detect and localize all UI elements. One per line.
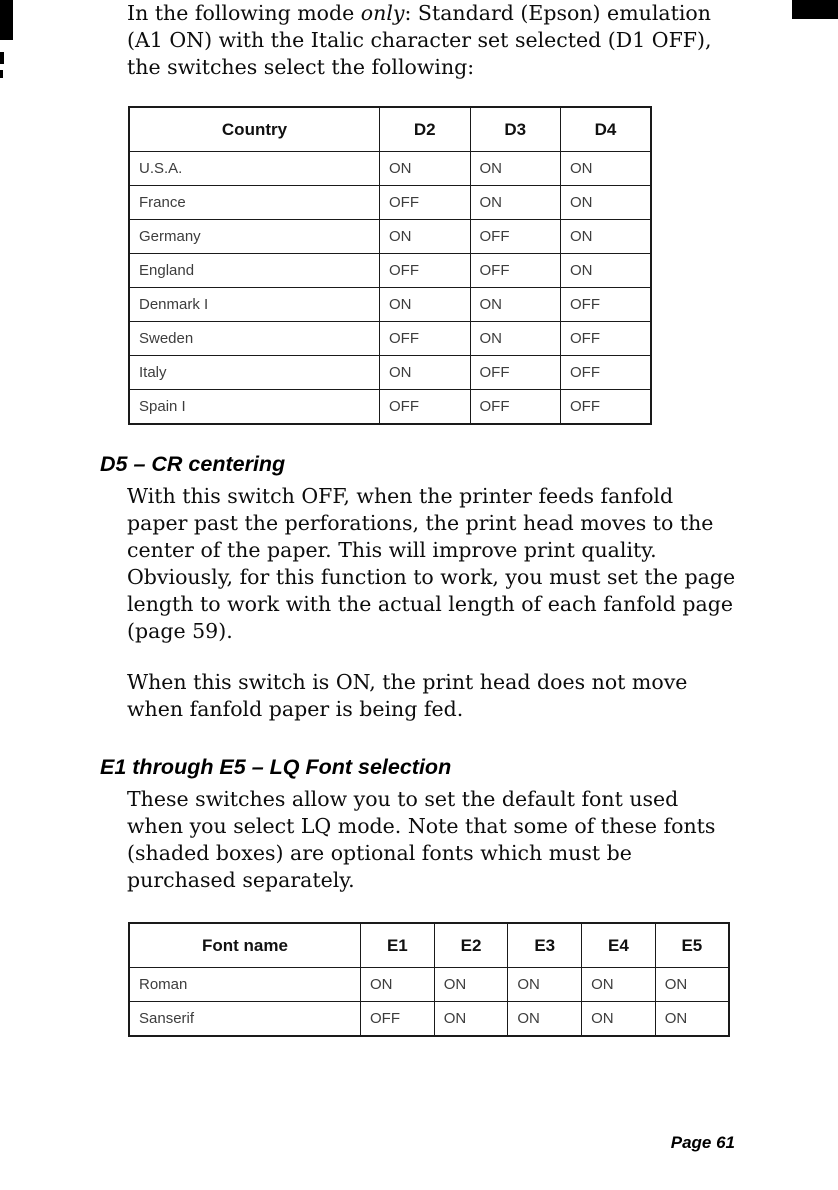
switch-value-cell: ON <box>561 152 652 186</box>
row-label-cell: U.S.A. <box>129 152 380 186</box>
table-header-row <box>129 923 729 968</box>
switch-value-cell: ON <box>508 968 582 1002</box>
switch-value-cell: ON <box>582 1002 656 1037</box>
switch-value-cell: ON <box>470 152 561 186</box>
switch-value-cell: ON <box>561 186 652 220</box>
switch-value-cell: OFF <box>470 220 561 254</box>
e-paragraph: These switches allow you to set the default font used when you select LQ mode. Note that some of these fonts (shaded boxes) are optional fonts which must be purchased separately. <box>127 787 716 892</box>
switch-value-cell: OFF <box>470 356 561 390</box>
column-header: D2 <box>380 107 471 152</box>
column-header: Font name <box>129 923 361 968</box>
switch-value-cell: ON <box>561 254 652 288</box>
scan-artifact-left-edge <box>0 70 3 78</box>
row-label-cell: France <box>129 186 380 220</box>
table-row <box>129 968 729 1002</box>
switch-value-cell: OFF <box>561 322 652 356</box>
table-row <box>129 152 651 186</box>
table-row <box>129 390 651 425</box>
intro-text-italic: only <box>360 1 405 25</box>
switch-value-cell: ON <box>508 1002 582 1037</box>
table-row <box>129 356 651 390</box>
column-header: E4 <box>582 923 656 968</box>
switch-value-cell: OFF <box>380 254 471 288</box>
switch-value-cell: OFF <box>380 390 471 425</box>
switch-value-cell: ON <box>655 1002 729 1037</box>
table-row <box>129 322 651 356</box>
d5-paragraph-2: When this switch is ON, the print head does not move when fanfold paper is being fed. <box>127 670 688 721</box>
row-label-cell: Germany <box>129 220 380 254</box>
switch-value-cell: ON <box>434 968 508 1002</box>
column-header: E1 <box>361 923 435 968</box>
table-row <box>129 254 651 288</box>
table-row <box>129 288 651 322</box>
font-switch-table <box>128 922 730 1037</box>
row-label-cell: Spain I <box>129 390 380 425</box>
scan-artifact-top-right <box>792 0 838 19</box>
switch-value-cell: ON <box>380 220 471 254</box>
switch-value-cell: ON <box>655 968 729 1002</box>
intro-text-pre: In the following mode <box>127 1 361 25</box>
column-header: E5 <box>655 923 729 968</box>
switch-value-cell: OFF <box>380 186 471 220</box>
section-heading-d5: D5 – CR centering <box>100 452 286 476</box>
switch-value-cell: ON <box>380 288 471 322</box>
column-header: Country <box>129 107 380 152</box>
intro-text-post: : Standard (Epson) emulation (A1 ON) with the Italic character set selected (D1 OFF), the switches select the following: <box>127 1 712 79</box>
d5-paragraph-1: With this switch OFF, when the printer feeds fanfold paper past the perforations, the print head moves to the center of the paper. This will improve print quality. Obviously, for this function to work, you must set the page length to work with the actual length of each fanfold page (page 59). <box>127 484 736 643</box>
switch-value-cell: OFF <box>380 322 471 356</box>
switch-value-cell: OFF <box>561 356 652 390</box>
column-header: E2 <box>434 923 508 968</box>
column-header: E3 <box>508 923 582 968</box>
row-label-cell: Italy <box>129 356 380 390</box>
switch-value-cell: ON <box>434 1002 508 1037</box>
row-label-cell: Denmark I <box>129 288 380 322</box>
page-number: Page 61 <box>670 1133 735 1152</box>
row-label-cell: England <box>129 254 380 288</box>
intro-paragraph <box>127 0 737 81</box>
table-row <box>129 220 651 254</box>
switch-value-cell: ON <box>380 152 471 186</box>
table-row <box>129 1002 729 1037</box>
scan-artifact-left-edge <box>0 52 4 64</box>
switch-value-cell: ON <box>361 968 435 1002</box>
switch-value-cell: ON <box>380 356 471 390</box>
switch-value-cell: OFF <box>561 288 652 322</box>
table-row <box>129 186 651 220</box>
section-heading-e1-e5: E1 through E5 – LQ Font selection <box>100 755 452 779</box>
switch-value-cell: ON <box>582 968 656 1002</box>
switch-value-cell: OFF <box>470 254 561 288</box>
scan-artifact-top-left <box>0 0 13 40</box>
switch-value-cell: ON <box>470 288 561 322</box>
switch-value-cell: OFF <box>561 390 652 425</box>
switch-value-cell: ON <box>561 220 652 254</box>
switch-value-cell: OFF <box>470 390 561 425</box>
country-switch-table <box>128 106 652 425</box>
table-header-row <box>129 107 651 152</box>
page-content <box>100 0 737 1037</box>
row-label-cell: Roman <box>129 968 361 1002</box>
row-label-cell: Sanserif <box>129 1002 361 1037</box>
row-label-cell: Sweden <box>129 322 380 356</box>
switch-value-cell: OFF <box>361 1002 435 1037</box>
switch-value-cell: ON <box>470 322 561 356</box>
column-header: D4 <box>561 107 652 152</box>
switch-value-cell: ON <box>470 186 561 220</box>
column-header: D3 <box>470 107 561 152</box>
